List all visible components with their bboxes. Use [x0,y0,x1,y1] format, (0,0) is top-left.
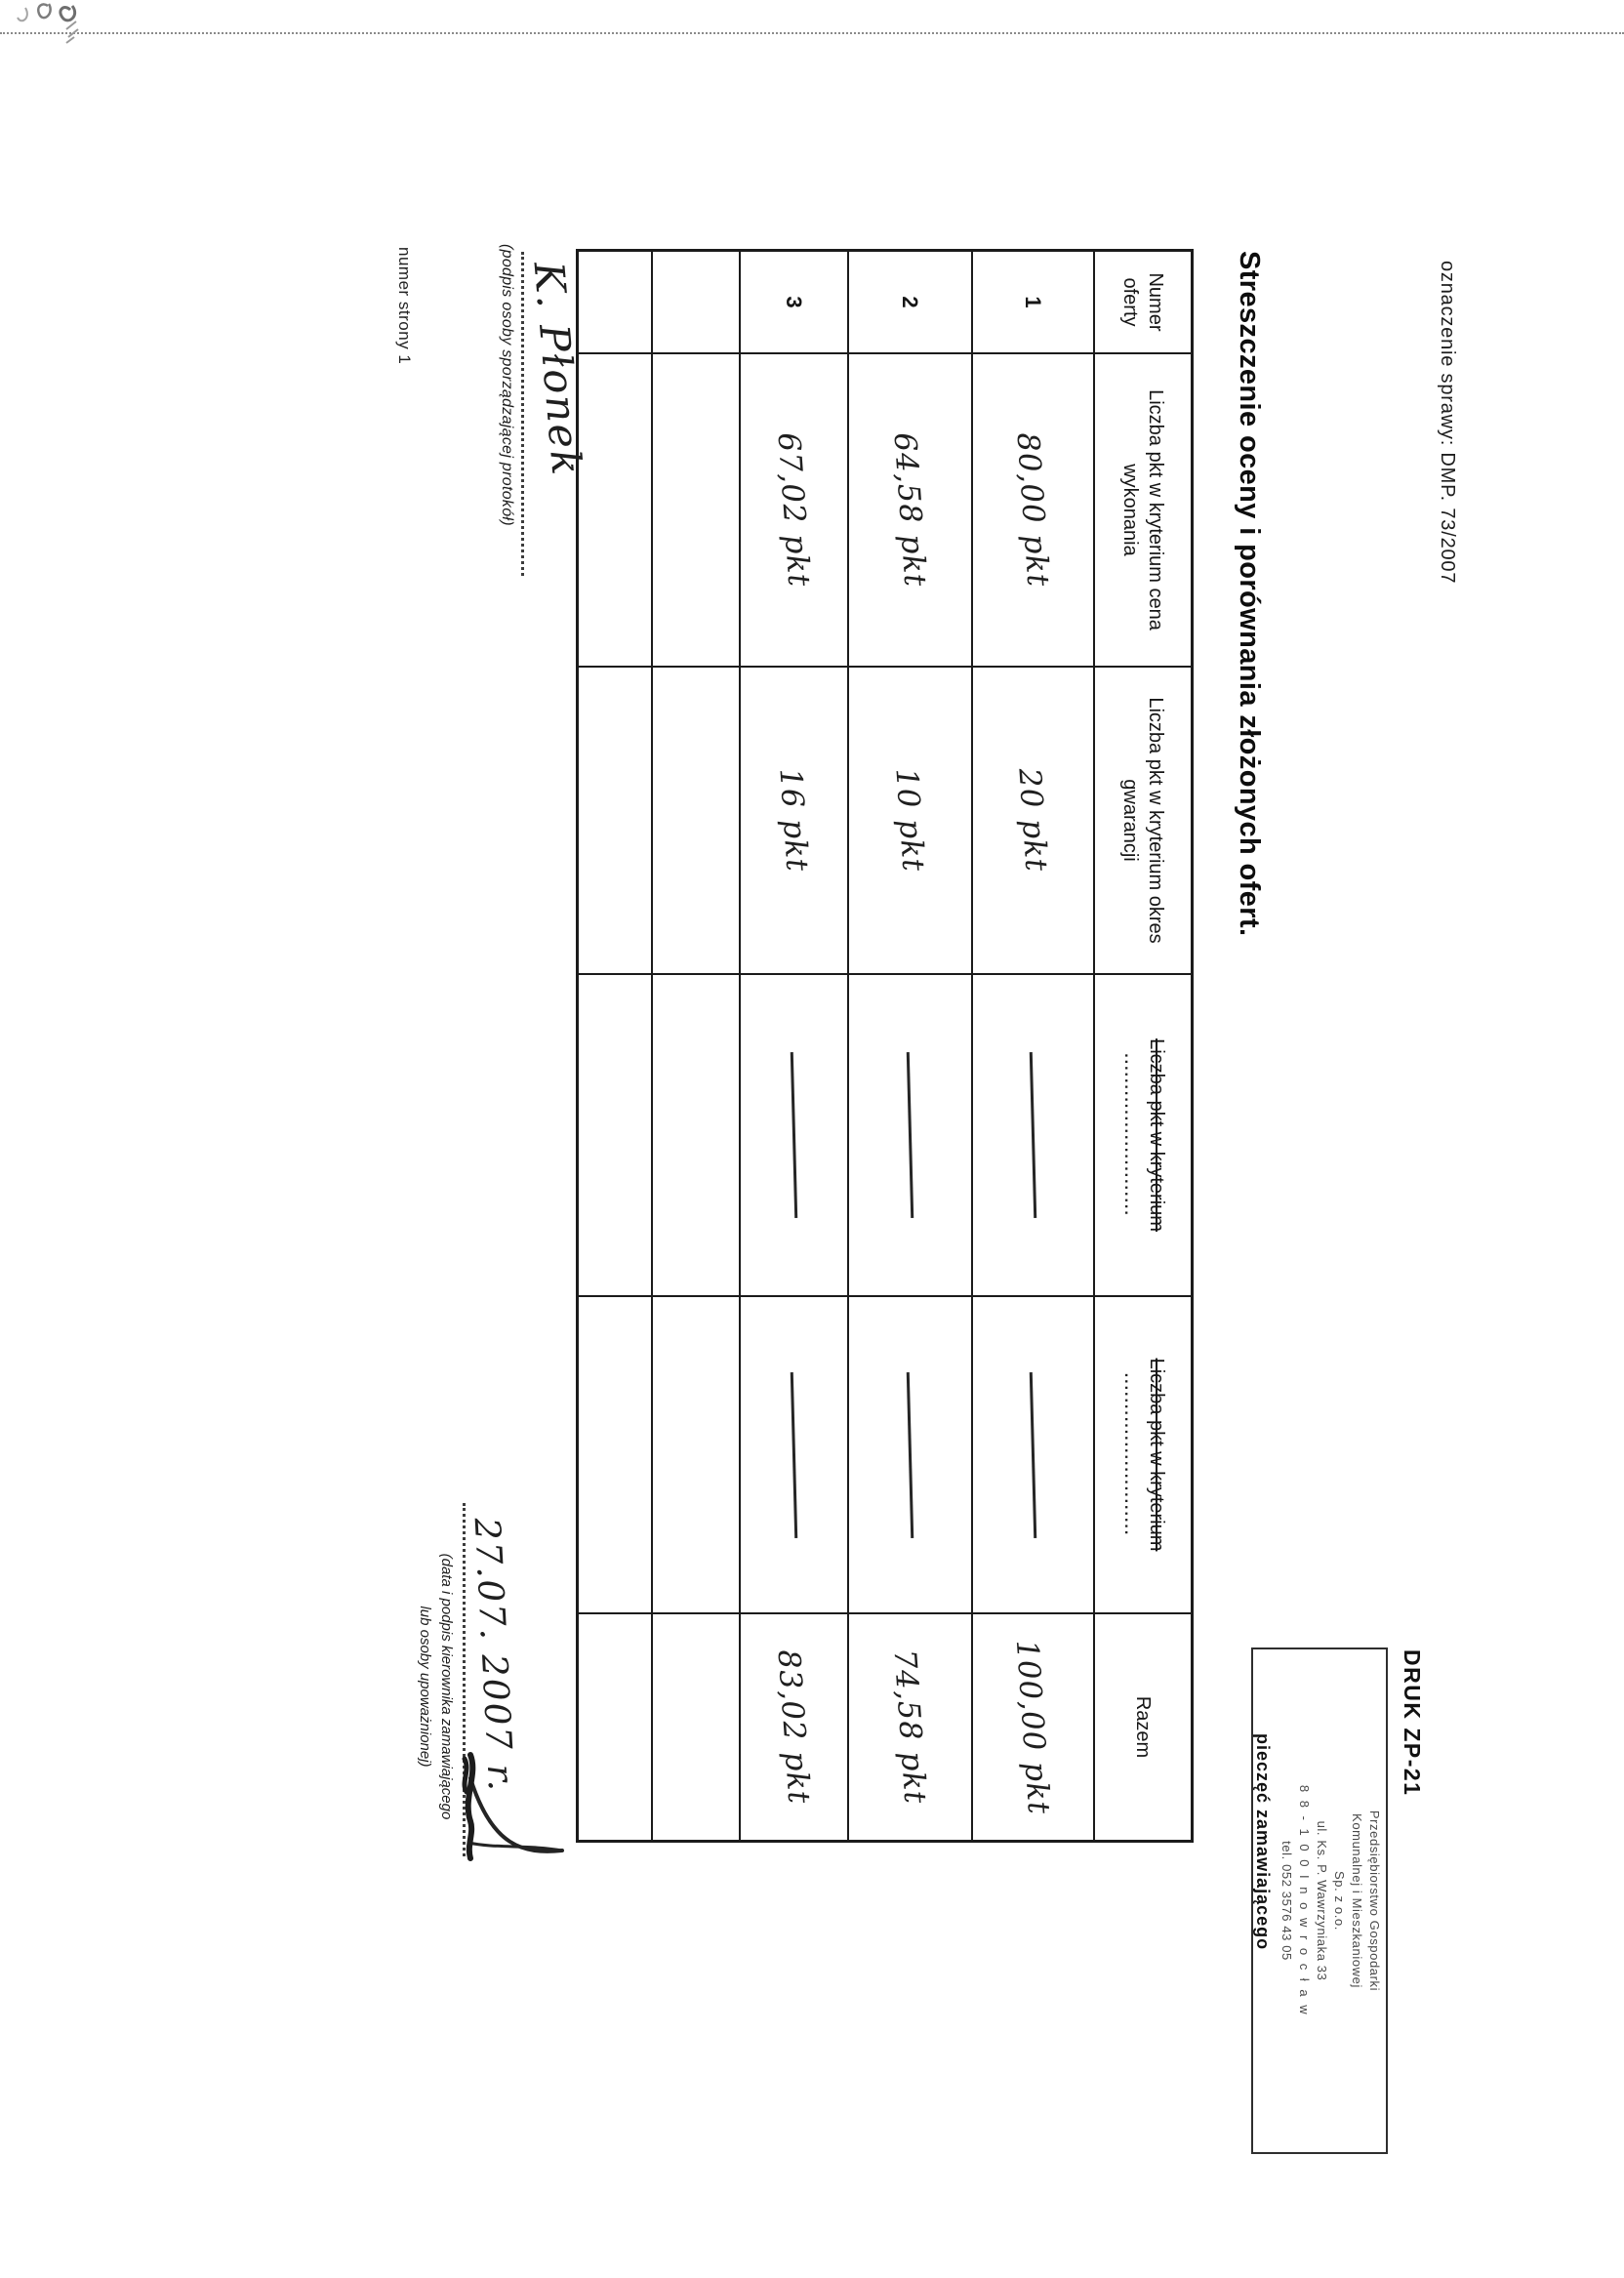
row-2-gwarancja-value: 10 pkt [888,767,932,874]
row-2-kryterium4-cell [847,1297,971,1614]
empty-row-2-cell [579,1614,651,1840]
row-2-cena-cell [847,354,971,668]
row-1-cena-value: 80,00 pkt [1010,431,1056,589]
row-3-kryterium4-cell [739,1297,847,1614]
preparer-signature-caption: (podpis osoby sporządzającej protokół) [499,244,515,526]
row-2-razem-value: 74,58 pkt [887,1648,933,1806]
row-2-kryterium3-cell [847,975,971,1297]
stamp-city-line: 8 8 - 1 0 0 I n o w r o c ł a w [1297,1784,1312,2017]
row-2-kryterium4-dash [907,1371,914,1537]
row-1-kryterium4-dash [1030,1371,1036,1537]
header-cena-wykonania [1093,354,1191,668]
empty-row-1-cell [651,975,739,1297]
form-code-label: DRUK ZP-21 [1400,1649,1425,1797]
header-kryterium-4-label: Liczba pkt w kryterium [1146,1358,1167,1552]
row-2-number: 2 [898,296,923,308]
page-title: Streszczenie oceny i porównania złożonych ofert. [1234,251,1265,937]
empty-row-2-cell [579,252,651,354]
manager-caption-line1: (data i podpis kierownika zamawiającego [438,1553,455,1820]
empty-row-1-cell [651,1614,739,1840]
scan-artifact-smudge [0,0,82,88]
header-okres-gwarancji [1093,668,1191,975]
row-3-gwarancja-cell [739,668,847,975]
row-1-gwarancja-value: 20 pkt [1011,767,1055,874]
date-handwriting: 27.07. 2007 r. [466,1517,521,1794]
row-1-number: 1 [1021,296,1046,308]
row-1-gwarancja-cell [971,668,1093,975]
row-3-kryterium3-cell [739,975,847,1297]
row-1-razem-value: 100,00 pkt [1009,1638,1057,1816]
header-kryterium-3-crossed [1093,975,1191,1297]
row-1-razem-cell [971,1614,1093,1840]
row-1-kryterium3-cell [971,975,1093,1297]
header-numer-oferty-label: Numer oferty [1119,272,1166,332]
stamp-company-line2: Komunalnej i Mieszkaniowej [1350,1813,1364,1988]
header-kryterium-4-dots: .......................... [1121,1372,1138,1537]
stamp-phone-line: tel. 052 3576 43 05 [1279,1841,1294,1961]
offers-summary-table [576,249,1194,1843]
empty-row-1-cell [651,668,739,975]
empty-row-1-cell [651,1297,739,1614]
row-3-razem-value: 83,02 pkt [771,1648,817,1806]
manager-signature-paraph [451,1749,568,1866]
empty-row-2-cell [579,354,651,668]
row-2-gwarancja-cell [847,668,971,975]
scan-artifact-dotted-line [0,32,1624,34]
row-2-cena-value: 64,58 pkt [887,431,933,589]
row-3-kryterium3-dash [791,1052,797,1218]
empty-row-1-cell [651,252,739,354]
case-reference-label: oznaczenie sprawy: DMP. 73/2007 [1437,261,1458,585]
table-row-2-number [847,252,971,354]
row-3-cena-cell [739,354,847,668]
row-2-razem-cell [847,1614,971,1840]
empty-row-2-cell [579,1297,651,1614]
stamp-company-line1: Przedsiębiorstwo Gospodarki [1367,1810,1382,1992]
table-row-1-number [971,252,1093,354]
empty-row-2-cell [579,975,651,1297]
orderer-stamp-box [1251,1647,1388,2154]
header-kryterium-3-label: Liczba pkt w kryterium [1146,1038,1167,1232]
manager-caption-line2: lub osoby upoważnionej) [417,1606,433,1768]
preparer-signature-dotted-line [521,252,524,576]
header-gwarancja-label: Liczba pkt w kryterium okres gwarancji [1119,697,1166,944]
row-1-cena-cell [971,354,1093,668]
page-number-label: numer strony 1 [395,247,414,365]
row-2-kryterium3-dash [907,1052,914,1218]
stamp-address-line: ul. Ks. P. Wawrzyniaka 33 [1315,1820,1329,1981]
header-razem [1093,1614,1191,1840]
header-kryterium-3-dots: .......................... [1121,1053,1138,1217]
row-3-gwarancja-value: 16 pkt [772,767,816,874]
empty-row-1-cell [651,354,739,668]
stamp-caption: pieczęć zamawiającego [1253,1733,1273,1951]
row-3-cena-value: 67,02 pkt [771,431,817,589]
header-razem-label: Razem [1132,1695,1154,1759]
empty-row-2-cell [579,668,651,975]
row-1-kryterium4-cell [971,1297,1093,1614]
row-1-kryterium3-dash [1030,1052,1036,1218]
preparer-signature-handwriting: K. Płonek [524,260,591,479]
row-3-razem-cell [739,1614,847,1840]
header-cena-label: Liczba pkt w kryterium cena wykonania [1119,389,1166,631]
row-3-kryterium4-dash [791,1371,797,1537]
header-numer-oferty [1093,252,1191,354]
row-3-number: 3 [782,296,807,308]
table-row-3-number [739,252,847,354]
stamp-company-line3: Sp. z o.o. [1332,1871,1347,1931]
header-kryterium-4-crossed [1093,1297,1191,1614]
